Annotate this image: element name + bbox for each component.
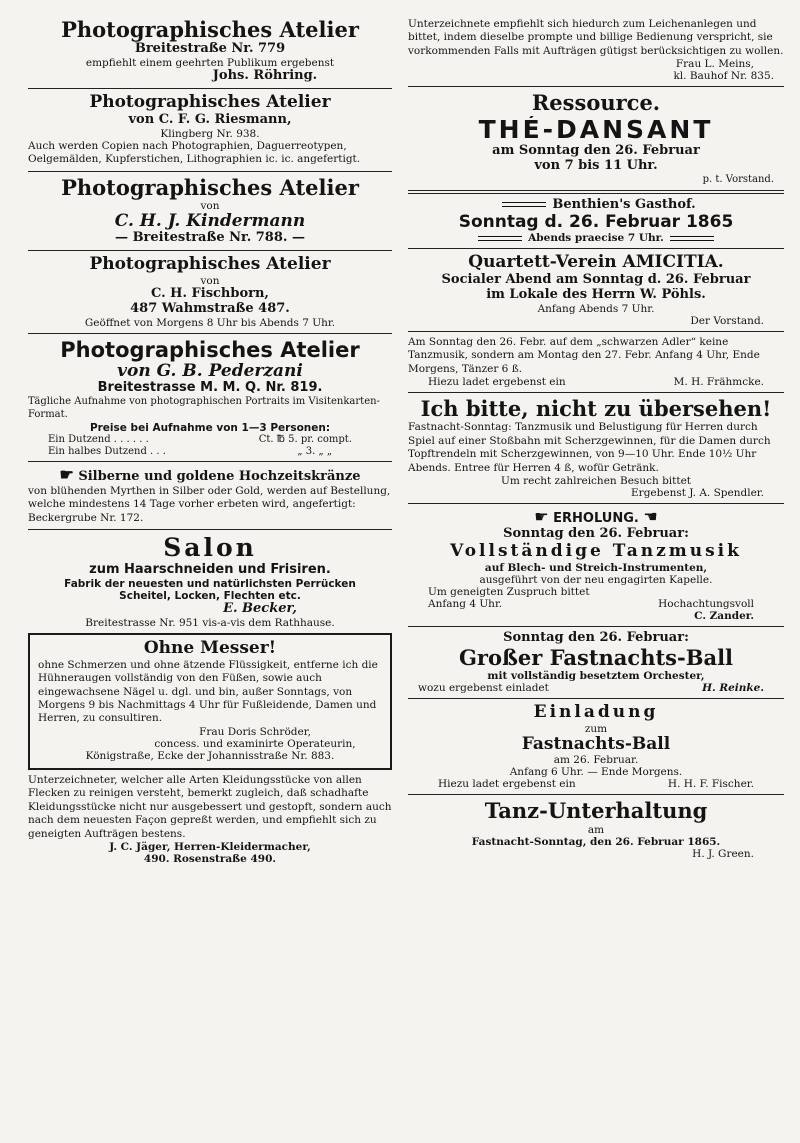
ad-subtitle: THÉ-DANSANT [478, 115, 714, 144]
ad-date: Sonntag d. 26. Februar 1865 [458, 212, 734, 232]
ad-text: Am Sonntag den 26. Febr. auf dem „schwarzen Adler“ keine Tanzmusik, sondern am Montag den 27. Febr. Anfang 4 Uhr, Ende Morgens, Tänzer 6 ß. [408, 335, 760, 375]
ad-am: am [587, 823, 605, 836]
price-label: Ein Dutzend . . . . . . [48, 434, 149, 446]
ad-line: Vollständige Tanzmusik [450, 542, 742, 562]
pointing-hand-icon: ☚ [643, 508, 658, 527]
ad-time: Anfang Abends 7 Uhr. [537, 302, 655, 315]
ad-prices-heading: Preise bei Aufnahme von 1—3 Personen: [89, 421, 331, 434]
ad-date: am Sonntag den 26. Februar [492, 144, 700, 159]
divider [28, 250, 392, 251]
ad-roehring [28, 18, 392, 84]
ad-von: von [200, 199, 220, 212]
ad-address: Breitestraße Nr. 779 [134, 42, 286, 57]
divider [28, 461, 392, 462]
ad-signature: Frau Doris Schröder, [199, 725, 311, 738]
price-row [28, 446, 392, 458]
divider [28, 171, 392, 172]
ad-line: Hiezu ladet ergebenst ein [438, 778, 576, 791]
divider [408, 331, 784, 332]
ad-title: ☛ ERHOLUNG. ☚ [534, 508, 658, 527]
ad-time: Abends praecise 7 Uhr. [408, 232, 784, 244]
ad-erholung [408, 508, 784, 622]
ad-green [408, 799, 784, 859]
ad-role: concess. und examinirte Operateurin, [154, 737, 356, 750]
ad-date: Fastnacht-Sonntag, den 26. Februar 1865. [471, 835, 721, 848]
ad-line: Hiezu ladet ergebenst ein [428, 376, 566, 389]
ad-ohne-messer-box [28, 633, 392, 770]
ad-address: Breitestrasse Nr. 951 vis-a-vis dem Rathhause. [85, 617, 335, 630]
divider [408, 698, 784, 699]
ad-line: Um geneigten Zuspruch bittet [428, 585, 590, 598]
ad-title: Einladung [533, 703, 659, 723]
pointing-hand-icon: ☛ [59, 466, 74, 485]
ad-riesmann [28, 93, 392, 166]
ad-footer [408, 598, 784, 610]
ad-benthien [408, 198, 784, 245]
ad-text: Auch werden Copien nach Photographien, Daguerreotypen, Oelgemälden, Kupferstichen, Lithographien ic. ic. angefertigt. [28, 139, 361, 166]
ad-title: Photographisches Atelier [89, 93, 331, 113]
ad-line: Scheitel, Locken, Flechten etc. [119, 590, 301, 603]
ad-footer [408, 778, 784, 790]
ad-hours: Geöffnet von Morgens 8 Uhr bis Abends 7 Uhr. [84, 316, 336, 329]
ad-amicitia [408, 253, 784, 327]
left-column [28, 18, 392, 865]
ad-signature: H. H. F. Fischer. [667, 778, 754, 791]
price-value: „ 3. „ „ [297, 445, 332, 457]
ad-line: ausgeführt von der neu engagirten Kapelle. [479, 573, 713, 586]
ad-signature: Ergebenst J. A. Spendler. [631, 487, 764, 500]
ad-address: — Breitestraße Nr. 788. — [115, 231, 305, 246]
ad-jaeger [28, 774, 392, 865]
ad-title: Photographisches Atelier [61, 175, 359, 200]
ad-line: empfiehlt einem geehrten Publikum ergebenst [85, 57, 335, 70]
ad-name: C. H. J. Kindermann [114, 211, 306, 231]
divider [408, 392, 784, 393]
ad-footer [408, 682, 784, 694]
ad-signature: Der Vorstand. [690, 314, 764, 327]
price-label: Ein halbes Dutzend . . . [48, 445, 166, 457]
ad-meins [408, 18, 784, 82]
ad-line: Socialer Abend am Sonntag d. 26. Februar [441, 272, 751, 287]
divider [408, 190, 784, 194]
divider [408, 626, 784, 627]
ad-name: von C. F. G. Riesmann, [128, 112, 292, 127]
price-row [28, 434, 392, 446]
ad-spendler [408, 397, 784, 499]
ad-address: Klingberg Nr. 938. [160, 127, 260, 140]
ad-title: Photographisches Atelier [89, 255, 331, 275]
ad-text: Unterzeichneter, welcher alle Arten Kleidungsstücke von allen Flecken zu reinigen versteht, bemerkt zugleich, daß schadhafte Kleidungsstücke nicht nur ausgebessert und gestopft, sondern auch nach dem neuesten Façon gepreßt werden, und empfiehlt sich zu geneigten Aufträgen bestens. [28, 774, 392, 840]
ad-signature: H. J. Green. [692, 847, 754, 860]
divider [408, 86, 784, 87]
ad-time: Anfang 6 Uhr. — Ende Morgens. [509, 766, 683, 779]
ad-title: Ich bitte, nicht zu übersehen! [420, 397, 772, 422]
ad-title: Quartett-Verein AMICITIA. [468, 253, 724, 273]
ad-title: ☛ Silberne und goldene Hochzeitskränze [59, 466, 361, 485]
ad-signature: H. Reinke. [702, 682, 764, 695]
ad-fischborn [28, 255, 392, 329]
ad-text: ohne Schmerzen und ohne ätzende Flüssigkeit, entferne ich die Hühneraugen vollständig von den Füßen, sowie auch eingewachsene Nägel u. dgl. und bin, außer Sonntags, von Morgens 9 bis Nachmittags 4 Uhr für Fußleidende, Damen und Herren, zu consultiren. [38, 658, 378, 725]
divider [28, 529, 392, 530]
ad-title: Salon [163, 534, 257, 563]
ad-date: Sonntag den 26. Februar: [503, 630, 689, 645]
ad-subtitle: Fastnachts-Ball [521, 734, 671, 754]
divider [28, 333, 392, 334]
ad-date: Sonntag den 26. Februar: [503, 527, 689, 542]
ad-subtitle: zum Haarschneiden und Frisiren. [89, 563, 331, 578]
ad-text: Unterzeichnete empfiehlt sich hiedurch zum Leichenanlegen und bittet, indem dieselbe prompte und billige Bedienung verspricht, sie vorkommenden Falls mit Aufträgen gütigst berücksichtigen zu wollen. [408, 18, 784, 57]
divider [408, 794, 784, 795]
ad-time: von 7 bis 11 Uhr. [534, 159, 658, 174]
ad-title: Großer Fastnachts-Ball [458, 645, 734, 670]
ad-title: Benthien's Gasthof. [408, 198, 784, 213]
ad-address: Königstraße, Ecke der Johannisstraße Nr. 883. [85, 749, 335, 762]
ad-text: Fastnacht-Sonntag: Tanzmusik und Belustigung für Herren durch Spiel auf einer Stoßbahn mit Scherzgewinnen, für die Damen durch Topftrendeln mit Scherzgewinnen, von 9—10 Uhr. Ende 10½ Uhr Abends. Entree für Herren 4 ß, wofür Getränk. [408, 421, 771, 474]
ad-reinke [408, 631, 784, 694]
ad-signature: Frau L. Meins, [675, 58, 754, 71]
ad-address: kl. Bauhof Nr. 835. [673, 70, 774, 83]
ad-fischer [408, 703, 784, 790]
divider [408, 248, 784, 249]
ad-signature: p. t. Vorstand. [702, 174, 774, 186]
ad-schwarzer-adler [408, 336, 784, 388]
pointing-hand-icon: ☛ [534, 508, 549, 527]
ad-title: Tanz-Unterhaltung [484, 799, 708, 824]
ad-name: von G. B. Pederzani [117, 361, 303, 381]
divider [28, 88, 392, 89]
ad-line: auf Blech- und Streich-Instrumenten, [484, 561, 708, 574]
ad-title: Ressource. [531, 91, 661, 116]
ad-address: 490. Rosenstraße 490. [143, 853, 277, 866]
ad-title: Ohne Messer! [143, 639, 277, 659]
ad-text: Tägliche Aufnahme von photographischen Portraits im Visitenkarten-Format. [28, 396, 380, 421]
ad-pederzani [28, 338, 392, 457]
ad-line: Fabrik der neuesten und natürlichsten Perrücken [64, 577, 356, 590]
ad-line: im Lokale des Herrn W. Pöhls. [486, 287, 706, 302]
right-column [408, 18, 784, 860]
ad-title: Photographisches Atelier [60, 337, 360, 362]
ad-address: 487 Wahmstraße 487. [130, 301, 290, 316]
ad-von: von [200, 274, 220, 287]
ad-line: mit vollständig besetztem Orchester, [487, 670, 705, 682]
divider [408, 503, 784, 504]
ad-signature: C. Zander. [694, 609, 754, 622]
ad-time: Anfang 4 Uhr. [428, 597, 503, 610]
ad-date: am 26. Februar. [553, 754, 639, 767]
ad-signature: M. H. Frähmcke. [673, 376, 764, 389]
ad-signature: Johs. Röhring. [212, 69, 318, 84]
ad-kindermann [28, 176, 392, 247]
ad-line: Um recht zahlreichen Besuch bittet [500, 475, 692, 488]
ad-line: wozu ergebenst einladet [418, 682, 549, 695]
ad-ressource [408, 91, 784, 185]
ad-closing: Hochachtungsvoll [658, 597, 754, 610]
ad-text: von blühenden Myrthen in Silber oder Gold, werden auf Bestellung, welche mindestens 14 Tage vorher erbeten wird, angefertigt: Beckergrube Nr. 172. [28, 484, 391, 524]
ad-hochzeitskraenze [28, 466, 392, 525]
ad-zum: zum [584, 722, 608, 735]
ad-signature: J. C. Jäger, Herren-Kleidermacher, [109, 841, 311, 854]
ad-salon [28, 534, 392, 629]
ad-name: C. H. Fischborn, [151, 286, 269, 301]
ad-address: Breitestrasse M. M. Q. Nr. 819. [97, 381, 323, 396]
price-value: Ct. ℔ 5. pr. compt. [258, 434, 352, 446]
ad-footer [408, 376, 784, 388]
ad-signature: E. Becker, [223, 602, 297, 617]
ad-title: Photographisches Atelier [61, 18, 359, 42]
